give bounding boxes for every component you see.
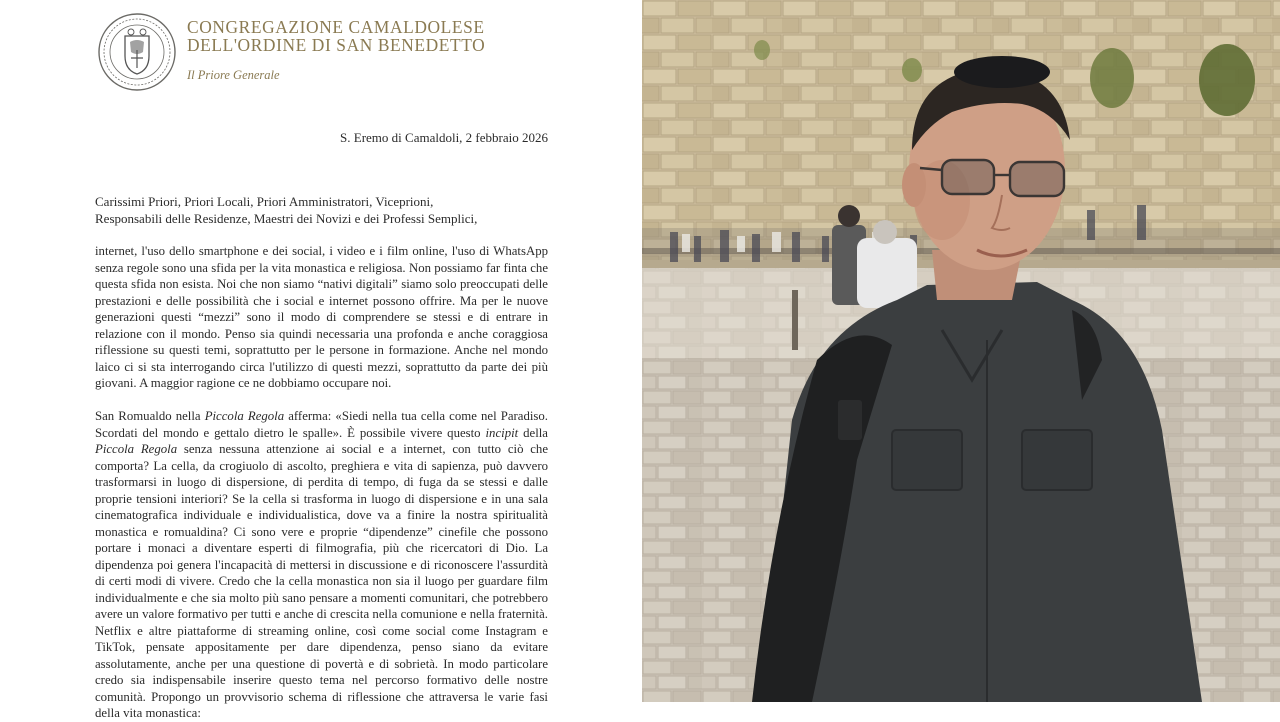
paragraph-2-italic-2: incipit: [485, 425, 519, 440]
paragraph-2-text-1: San Romualdo nella: [95, 409, 205, 423]
paragraph-1: internet, l'uso dello smartphone e dei social, i video e i film online, l'uso di WhatsApp senza regole sono una sfida per la vita monastica e religiosa. Non possiamo far finta che questa sfida non esista. Noi che non siamo “nativi digitali” siamo solo preoccupati delle prestazioni e delle possibilità che i social e internet possono offrire. Ma per le nuove generazioni questi “mezzi” sono il modo di comprendere se stessi e di entrare in relazione con il mondo. Penso sia quindi necessaria una profonda e anche coraggiosa riflessione su questi temi, soprattutto per le persone in formazione. Anche nel mondo laico ci si sta interrogando circa l'utilizzo di questi mezzi, soprattutto da parte dei più giovani. A maggior ragione ce ne dobbiamo occupare noi.: [95, 244, 548, 390]
paragraph-2-italic-1: Piccola Regola: [204, 409, 285, 423]
paragraph-2-italic-3: Piccola Regola: [95, 442, 178, 456]
paragraph-2-text-4: senza nessuna attenzione ai social e a internet, con tutto ciò che comporta? La cella, da crogiuolo di ascolto, preghiera e vita di sapienza, può davvero trasformarsi in luogo di dispersione, di perdita di tempo, di fuga da se stessi e dalle proprie tensioni interiori? Se la cella si trasforma in luogo di dispersione e in una sala cinematografica individuale e individualistica, dove va a finire la nostra spiritualità monastica e romualdina? Ci sono vere e proprie “dipendenze” cinefile che possono portare i monaci a diventare esperti di filmografia, più che ricercatori di Dio. La dipendenza poi genera l'incapacità di mettersi in discussione e di riconoscere l'assurdità di certi modi di vivere. Credo che la cella monastica non sia il luogo per guardare film individualmente e che sia molto più sano pensare a momenti comunitari, che potrebbero avere un valore formativo per tutti e anche di crescita nella comunione e nella fraternità. Netflix e altre piattaforme di streaming online, così come social come Instagram e TikTok, pensate appositamente per dare dipendenza, penso siano da evitare assolutamente, anche per una questione di povertà e di sobrietà. In modo particolare credo sia indispensabile inserire questo tema nel percorso formativo delle nostre comunità. Propongo un provvisorio schema di riflessione che attraversa le varie fasi della vita monastica:: [95, 442, 548, 720]
congregation-name: [187, 18, 485, 54]
paragraph-2-text-2: afferma: «Siedi nella tua cella come nel Paradiso. Scordati del mondo e gettalo dietro le spalle». È possibile vivere questo: [95, 409, 549, 440]
dateline: S. Eremo di Camaldoli, 2 febbraio 2026: [340, 130, 548, 145]
congregation-seal-icon: [97, 12, 177, 92]
salutation-line1: Carissimi Priori, Priori Locali, Priori Amministratori, Viceprioni,: [95, 194, 434, 209]
paragraph-2: [95, 408, 548, 722]
letterhead-subtitle: Il Priore Generale: [187, 68, 280, 82]
congregation-name-line1: CONGREGAZIONE CAMALDOLESE: [187, 17, 485, 37]
salutation: [95, 193, 555, 227]
salutation-line2: Responsabili delle Residenze, Maestri dei Novizi e dei Professi Semplici,: [95, 211, 478, 226]
congregation-name-line2: DELL'ORDINE DI SAN BENEDETTO: [187, 35, 486, 55]
portrait-photo: [642, 0, 1280, 702]
paragraph-2-text-3: della: [518, 425, 548, 440]
portrait-illustration: [642, 0, 1280, 702]
